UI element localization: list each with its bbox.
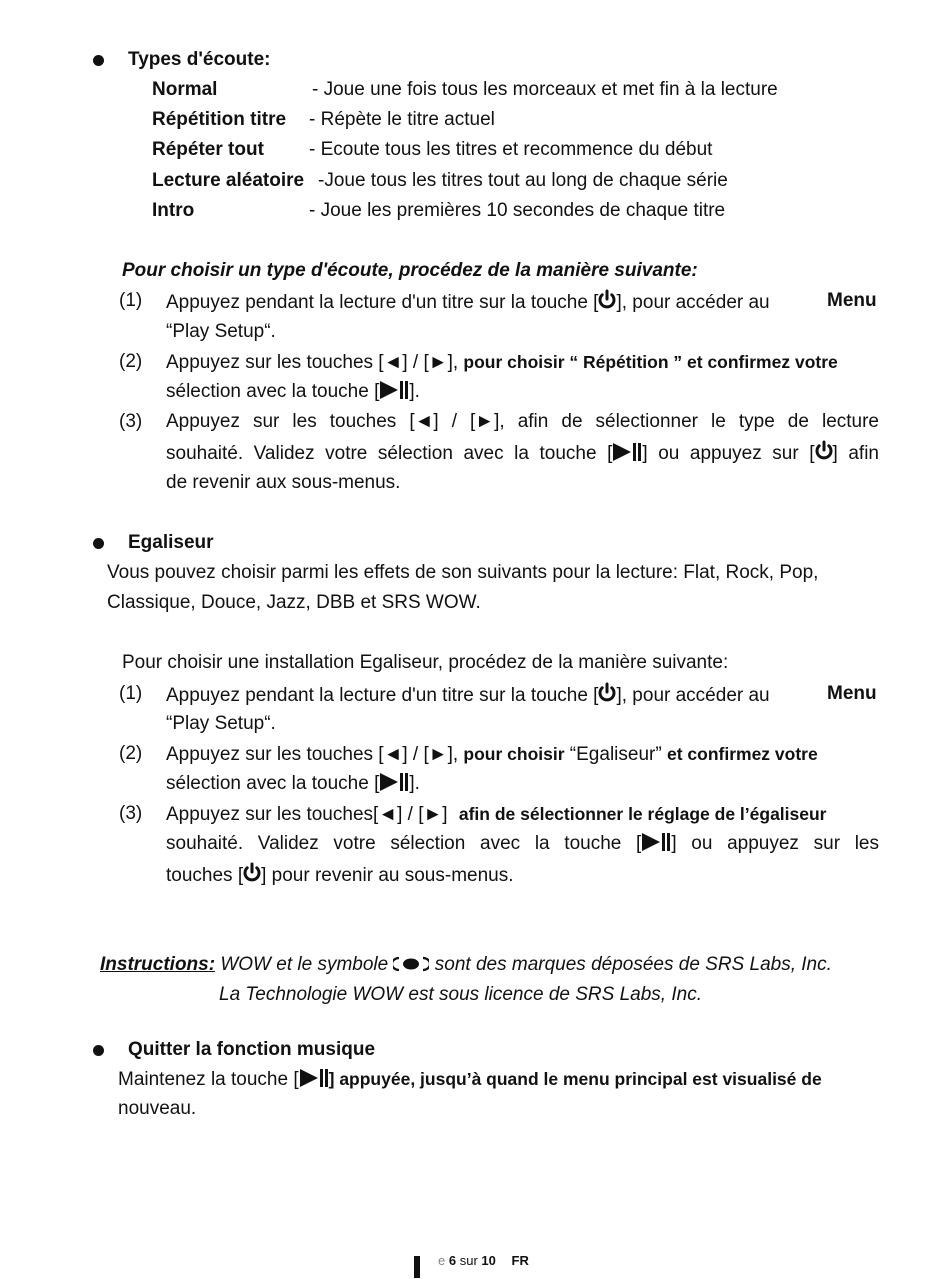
quit-music-line2: nouveau. (118, 1098, 197, 1119)
eq-step-3-line1 (166, 802, 827, 827)
step-text-emphasis: pour choisir “ Répétition ” et confirmez votre (463, 352, 838, 372)
footer-page-prefix: e (438, 1253, 446, 1268)
step-text: “Egaliseur” (564, 744, 662, 765)
srs-logo-icon (393, 956, 429, 972)
listening-type-desc: -Joue tous les titres tout au long de chaque série (318, 170, 728, 191)
play-setup-label: “Play Setup“. (166, 713, 276, 734)
step-text: touches [ (166, 865, 244, 886)
step-text: ]. (409, 773, 420, 794)
trademark-note-line2: La Technologie WOW est sous licence de SRS Labs, Inc. (219, 984, 702, 1005)
step-text: souhaité. Validez votre sélection avec la touche [ (166, 833, 642, 854)
menu-label: Menu (827, 290, 877, 311)
step-text: Appuyez pendant la lecture d'un titre sur la touche [ (166, 685, 599, 706)
footer-sur: sur (459, 1253, 478, 1268)
step-text-emphasis: ] appuyée, jusqu’à quand le menu principal est visualisé de (328, 1069, 822, 1089)
bullet-icon (93, 1045, 104, 1056)
footer-page-total: 10 (481, 1253, 496, 1268)
section-heading-listening-types: Types d'écoute: (128, 49, 271, 70)
step-3-line1: Appuyez sur les touches [◄] / [►], afin de sélectionner le type de lecture (166, 411, 879, 432)
listening-type-desc: - Répète le titre actuel (309, 109, 495, 130)
step-text: sélection avec la touche [ (166, 773, 380, 794)
step-text: ] pour revenir au sous-menus. (261, 865, 514, 886)
step-1-line (166, 289, 770, 315)
step-text: Maintenez la touche [ (118, 1069, 299, 1090)
step-text: ], pour accéder au (616, 685, 770, 706)
procedure-title-equalizer: Pour choisir une installation Egaliseur, procédez de la manière suivante: (122, 652, 729, 673)
eq-step-3-line3 (166, 862, 514, 888)
step-text-emphasis: afin de sélectionner le réglage de l’égaliseur (458, 804, 827, 824)
step-text-emphasis: et confirmez votre (666, 744, 818, 764)
step-text-emphasis: pour choisir (463, 744, 565, 764)
listening-type-name: Normal (152, 79, 218, 100)
page-footer (438, 1251, 529, 1271)
step-number: (1) (119, 290, 143, 311)
bullet-icon (93, 538, 104, 549)
menu-label: Menu (827, 683, 877, 704)
play-pause-icon (379, 380, 409, 400)
footer-bar (414, 1256, 420, 1278)
procedure-title-listening: Pour choisir un type d'écoute, procédez de la manière suivante: (122, 260, 698, 281)
step-text: ] ou appuyez sur les (671, 833, 879, 854)
step-number: (3) (119, 803, 143, 824)
note-label: Instructions: (100, 954, 216, 975)
step-text: sélection avec la touche [ (166, 381, 380, 402)
power-icon (598, 682, 616, 704)
eq-step-1-line (166, 682, 770, 708)
note-text: WOW et le symbole (215, 954, 394, 975)
step-3-line3: de revenir aux sous-menus. (166, 472, 401, 493)
step-2-line (166, 350, 838, 375)
power-icon (815, 440, 833, 462)
listening-type-name: Intro (152, 200, 195, 221)
step-number: (2) (119, 743, 143, 764)
listening-type-desc: - Joue une fois tous les morceaux et met fin à la lecture (312, 79, 778, 100)
section-heading-equalizer: Egaliseur (128, 532, 214, 553)
listening-type-desc: - Joue les premières 10 secondes de chaque titre (309, 200, 726, 221)
listening-type-name: Répétition titre (152, 109, 287, 130)
play-pause-icon (612, 442, 642, 462)
step-text: souhaité. Validez votre sélection avec la touche [ (166, 443, 613, 464)
step-text: Appuyez pendant la lecture d'un titre sur la touche [ (166, 292, 599, 313)
step-text: ] afin (832, 443, 879, 464)
step-text: Appuyez sur les touches[◄] / [►] (166, 804, 448, 825)
play-pause-icon (379, 772, 409, 792)
eq-step-2-line2 (166, 772, 420, 796)
footer-lang: FR (511, 1253, 529, 1268)
equalizer-intro-line2: Classique, Douce, Jazz, DBB et SRS WOW. (107, 592, 481, 613)
step-3-line2 (166, 440, 879, 466)
step-text: Appuyez sur les touches [◄] / [►], (166, 744, 459, 765)
step-text: ], pour accéder au (616, 292, 770, 313)
trademark-note-line1 (100, 953, 832, 977)
power-icon (243, 862, 261, 884)
step-number: (2) (119, 351, 143, 372)
play-pause-icon (641, 832, 671, 852)
equalizer-intro-line1: Vous pouvez choisir parmi les effets de son suivants pour la lecture: Flat, Rock, Pop, (107, 562, 819, 583)
listening-type-name: Lecture aléatoire (152, 170, 305, 191)
note-text: sont des marques déposées de SRS Labs, Inc. (429, 954, 832, 975)
play-setup-label: “Play Setup“. (166, 321, 276, 342)
power-icon (598, 289, 616, 311)
listening-type-name: Répéter tout (152, 139, 264, 160)
step-text: ]. (409, 381, 420, 402)
step-number: (3) (119, 411, 143, 432)
step-text: ] ou appuyez sur [ (642, 443, 815, 464)
footer-page-number: 6 (448, 1253, 457, 1268)
step-2-line2 (166, 380, 420, 404)
section-heading-quit-music: Quitter la fonction musique (128, 1039, 376, 1060)
eq-step-3-line2 (166, 832, 879, 856)
bullet-icon (93, 55, 104, 66)
quit-music-line1 (118, 1067, 822, 1092)
eq-step-2-line (166, 742, 818, 767)
step-text: Appuyez sur les touches [◄] / [►], (166, 352, 459, 373)
play-pause-icon (299, 1068, 329, 1088)
step-number: (1) (119, 683, 143, 704)
listening-type-desc: - Ecoute tous les titres et recommence du début (309, 139, 713, 160)
